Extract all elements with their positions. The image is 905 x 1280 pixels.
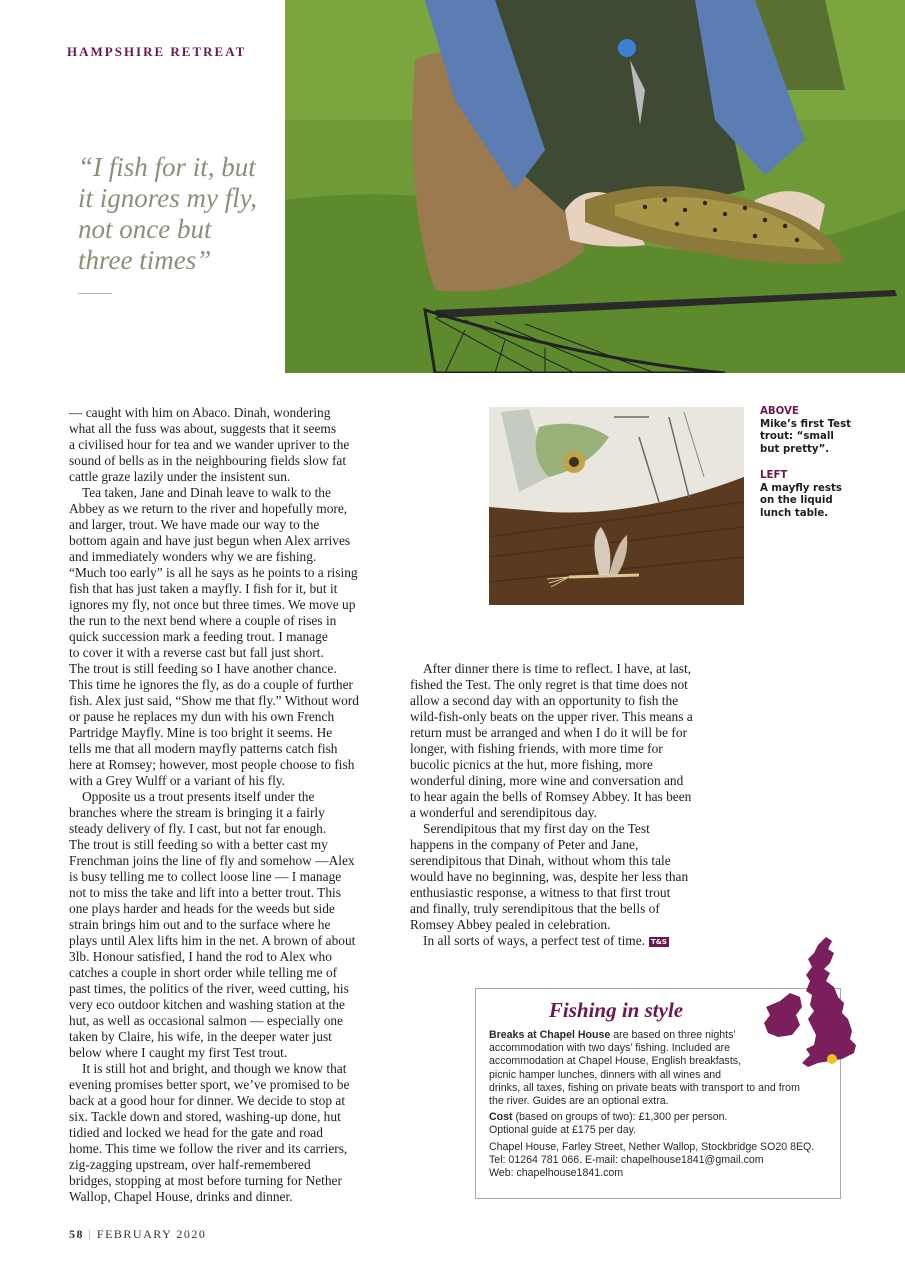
body-line: plays until Alex lifts him in the net. A brown of about — [69, 933, 356, 948]
body-line: to cover it with a reverse cast but fall just short. — [69, 645, 324, 660]
body-line: fish. Alex just said, “Show me that fly.” Without word — [69, 693, 359, 708]
pull-quote-line: it ignores my fly, — [78, 183, 257, 213]
body-line: here at Romsey; however, most people choose to fish — [69, 757, 355, 772]
box-intro-line: accommodation at Chapel House, English breakfasts, — [489, 1055, 742, 1068]
box-cost-text: (based on groups of two): £1,300 per person. — [512, 1111, 728, 1124]
caption-above-label: ABOVE — [760, 406, 799, 417]
right-column-lines — [410, 661, 735, 933]
body-line: tells me that all modern mayfly patterns catch fish — [69, 741, 338, 756]
body-line: Abbey as we return to the river and hopefully more, — [69, 501, 348, 516]
closing-text: In all sorts of ways, a perfect test of time. — [423, 933, 645, 948]
caption-line: but pretty”. — [760, 443, 830, 455]
body-line: After dinner there is time to reflect. I have, at last, — [423, 661, 692, 676]
issue-date: FEBRUARY 2020 — [96, 1227, 207, 1241]
body-line: sound of bells as in the neighbouring fields slow fat — [69, 453, 347, 468]
body-line: past times, the politics of the river, weed cutting, his — [69, 981, 349, 996]
section-label: HAMPSHIRE RETREAT — [67, 44, 247, 59]
body-line: catches a couple in short order while telling me of — [69, 965, 338, 980]
body-line: below where I caught my first Test trout. — [69, 1045, 288, 1060]
box-intro-text: are based on three nights’ — [610, 1029, 736, 1041]
body-line: ignores my fly, not once but three times. We move up — [69, 597, 356, 612]
body-text-left-column — [69, 405, 394, 1205]
box-intro-line: picnic hamper lunches, dinners with all wines and — [489, 1068, 722, 1081]
body-line: home. This time we follow the river and its carriers, — [69, 1141, 348, 1156]
body-line: wonderful dining, more wine and conversation and — [410, 773, 684, 788]
pull-quote-line: not once but — [78, 214, 212, 244]
body-line: bucolic picnics at the hut, more fishing, more — [410, 757, 653, 772]
body-line: bridges, stopping at most before turning for Nether — [69, 1173, 342, 1188]
body-line: — caught with him on Abaco. Dinah, wondering — [69, 405, 331, 420]
mayfly-photo — [489, 407, 744, 605]
body-line: bottom again and have just begun when Alex arrives — [69, 533, 351, 548]
body-line: Tea taken, Jane and Dinah leave to walk to the — [82, 485, 331, 500]
body-text-right-column — [410, 661, 735, 949]
body-line: zig-zagging upstream, over half-remembered — [69, 1157, 311, 1172]
body-line: It is still hot and bright, and though we know that — [82, 1061, 347, 1076]
box-title: Fishing in style — [548, 998, 684, 1022]
pull-quote-line: three times” — [78, 245, 212, 275]
body-line: fished the Test. The only regret is that time does not — [410, 677, 688, 692]
box-cost-bold: Cost — [489, 1111, 513, 1124]
body-line: enthusiastic response, a witness to that first trout — [410, 885, 671, 900]
hero-illustration — [285, 0, 905, 373]
body-line: taken by Claire, his wife, in the deeper water just — [69, 1029, 332, 1044]
footer-separator: | — [88, 1227, 93, 1241]
caption-above — [760, 406, 880, 456]
pull-quote-line: “I fish for it, but — [78, 152, 256, 182]
box-web-line: Web: chapelhouse1841.com — [489, 1167, 624, 1180]
pull-quote-rule — [78, 293, 112, 294]
body-line: six. Tackle down and stored, washing-up done, hut — [69, 1109, 341, 1124]
body-line: longer, with fishing friends, with more time for — [410, 741, 663, 756]
body-line: a wonderful and serendipitous day. — [410, 805, 597, 820]
body-line: and immediately wonders why we are fishing. — [69, 549, 317, 564]
caption-line: on the liquid — [760, 495, 833, 506]
body-line: Partridge Mayfly. Mine is too bright it seems. He — [69, 725, 333, 740]
body-line: allow a second day with an opportunity to fish the — [410, 693, 679, 708]
body-line: “Much too early” is all he says as he points to a rising — [69, 565, 358, 580]
body-line: and finally, truly serendipitous that the bells of — [410, 901, 660, 916]
body-line: serendipitous that Dinah, without whom this tale — [410, 853, 671, 868]
body-line: Romsey Abbey pealed in celebration. — [410, 917, 611, 932]
body-line: wild-fish-only beats on the upper river. This means a — [410, 709, 693, 724]
body-line: This time he ignores the fly, as do a couple of further — [69, 677, 353, 692]
box-contact-line: Tel: 01264 781 066. E-mail: chapelhouse1841@gmail.com — [489, 1153, 764, 1166]
body-line: not to miss the take and lift into a better trout. This — [69, 885, 341, 900]
end-mark-badge: T&S — [651, 938, 667, 946]
caption-line: A mayfly rests — [760, 482, 842, 494]
pull-quote — [78, 152, 278, 276]
body-line: happens in the company of Peter and Jane, — [410, 837, 639, 852]
body-line: cattle graze lazily under the insistent sun. — [69, 469, 291, 484]
uk-map-icon — [760, 935, 860, 1070]
box-intro-line: drinks, all taxes, fishing on private beats with transport to and from — [489, 1081, 800, 1094]
hero-photo — [285, 0, 905, 373]
closing-line — [410, 933, 735, 949]
body-line: 3lb. Honour satisfied, I hand the rod to Alex who — [69, 949, 332, 964]
box-intro-bold: Breaks at Chapel House — [489, 1029, 611, 1041]
body-line: quick succession mark a feeding trout. I manage — [69, 629, 328, 644]
body-line: to hear again the bells of Romsey Abbey. It has been — [410, 789, 692, 804]
body-line: or pause he replaces my dun with his own French — [69, 709, 335, 724]
body-line: Wallop, Chapel House, drinks and dinner. — [69, 1189, 293, 1204]
body-line: Serendipitous that my first day on the Test — [423, 821, 650, 836]
body-line: evening promises better sport, we’ve promised to be — [69, 1077, 350, 1092]
caption-left-label: LEFT — [760, 470, 788, 481]
mayfly-illustration — [489, 407, 744, 605]
page-number: 58 — [69, 1227, 84, 1241]
caption-line: lunch table. — [760, 507, 829, 519]
body-line: back at a good hour for dinner. We decide to stop at — [69, 1093, 346, 1108]
body-line: Frenchman joins the line of fly and somehow —Alex — [69, 853, 355, 868]
body-line: return must be arranged and when I do it will be for — [410, 725, 688, 740]
body-line: is busy telling me to collect loose line — I manage — [69, 869, 342, 884]
body-line: branches where the stream is bringing it a fairly — [69, 805, 325, 820]
caption-line: trout: “small — [760, 431, 834, 442]
box-cost-line — [489, 1111, 834, 1124]
body-line: tidied and locked we head for the gate and road — [69, 1125, 323, 1140]
body-line: what all the fuss was about, suggests that it seems — [69, 421, 337, 436]
body-line: with a Grey Wulff or a variant of his fly. — [69, 773, 286, 788]
box-intro-line: accommodation with two days’ fishing. Included are — [489, 1042, 731, 1055]
body-line: hut, as well as occasional salmon — especially one — [69, 1013, 344, 1028]
body-line: a civilised hour for tea and we wander upriver to the — [69, 437, 350, 452]
box-cost-line: Optional guide at £175 per day. — [489, 1124, 637, 1137]
caption-left — [760, 470, 880, 520]
body-line: the run to the next bend where a couple of rises in — [69, 613, 337, 628]
body-line: steady delivery of fly. I cast, but not far enough. — [69, 821, 327, 836]
page-footer — [69, 1227, 206, 1242]
body-line: strain brings him out and to the surface where he — [69, 917, 331, 932]
body-line: The trout is still feeding so with a better cast my — [69, 837, 328, 852]
caption-line: Mike’s first Test — [760, 418, 852, 430]
body-line: fish that has just taken a mayfly. I fish for it, but it — [69, 581, 338, 596]
body-line: very eco outdoor kitchen and washing station at the — [69, 997, 345, 1012]
body-line: and larger, trout. We have made our way to the — [69, 517, 320, 532]
box-address-line: Chapel House, Farley Street, Nether Wallop, Stockbridge SO20 8EQ. — [489, 1140, 815, 1153]
body-line: The trout is still feeding so I have another chance. — [69, 661, 337, 676]
body-line: would have no beginning, was, despite her less than — [410, 869, 689, 884]
body-line: one plays harder and heads for the weeds but side — [69, 901, 335, 916]
box-intro-line: the river. Guides are an optional extra. — [489, 1095, 669, 1108]
body-line: Opposite us a trout presents itself under the — [82, 789, 315, 804]
